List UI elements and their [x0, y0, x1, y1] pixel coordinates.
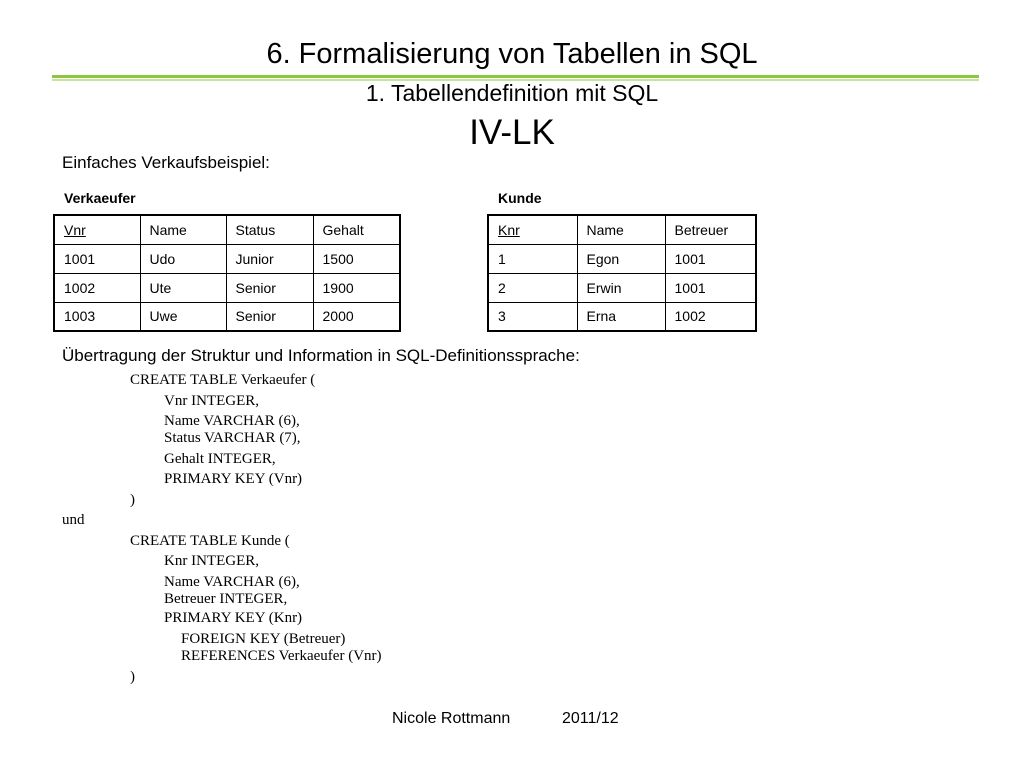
- table-cell: Erna: [577, 302, 665, 331]
- table-cell: 1001: [665, 244, 756, 273]
- sql-line: Gehalt INTEGER,: [164, 451, 276, 467]
- header-cell: Betreuer: [665, 215, 756, 244]
- slide-heading: IV-LK: [469, 113, 555, 152]
- table-cell: Udo: [140, 244, 226, 273]
- header-cell: Gehalt: [313, 215, 400, 244]
- sql-line: PRIMARY KEY (Knr): [164, 610, 303, 626]
- table-cell: Senior: [226, 302, 313, 331]
- verkaeufer-table: [53, 214, 401, 332]
- intro-text: Einfaches Verkaufsbeispiel:: [62, 153, 270, 172]
- table-cell: 1900: [313, 273, 400, 302]
- table-cell: Erwin: [577, 273, 665, 302]
- table-row: [488, 273, 756, 302]
- header-cell: Knr: [488, 215, 577, 244]
- header-cell: Name: [577, 215, 665, 244]
- table-header-row: [488, 215, 756, 244]
- sql-create-kunde: CREATE TABLE Kunde (: [130, 533, 290, 549]
- table-cell: 1002: [665, 302, 756, 331]
- sql-line: Knr INTEGER,: [164, 553, 259, 569]
- table-cell: 3: [488, 302, 577, 331]
- table-cell: Uwe: [140, 302, 226, 331]
- sql-line: PRIMARY KEY (Vnr): [164, 471, 303, 487]
- sql-create-verkaeufer: CREATE TABLE Verkaeufer (: [130, 372, 316, 388]
- footer-date: 2011/12: [562, 710, 619, 727]
- table-header-row: [54, 215, 400, 244]
- sql-line: REFERENCES Verkaeufer (Vnr): [181, 648, 382, 664]
- slide-title: 6. Formalisierung von Tabellen in SQL: [266, 38, 758, 70]
- table-cell: 1001: [54, 244, 140, 273]
- table-cell: Ute: [140, 273, 226, 302]
- table-cell: 1002: [54, 273, 140, 302]
- sql-close-paren: ): [130, 492, 135, 508]
- table-cell: Egon: [577, 244, 665, 273]
- table-cell: 1001: [665, 273, 756, 302]
- table-cell: 1500: [313, 244, 400, 273]
- sql-und: und: [62, 512, 85, 528]
- header-cell: Vnr: [54, 215, 140, 244]
- sql-line: Betreuer INTEGER,: [164, 591, 288, 607]
- table-row: [54, 273, 400, 302]
- table-cell: 1: [488, 244, 577, 273]
- header-cell: Name: [140, 215, 226, 244]
- verkaeufer-table-title: Verkaeufer: [64, 190, 136, 206]
- table-row: [488, 244, 756, 273]
- table-row: [54, 244, 400, 273]
- sql-line: Vnr INTEGER,: [164, 393, 259, 409]
- header-cell: Status: [226, 215, 313, 244]
- divider-line-dark: [52, 75, 979, 78]
- table-row: [488, 302, 756, 331]
- sql-line: Status VARCHAR (7),: [164, 430, 301, 446]
- table-cell: 1003: [54, 302, 140, 331]
- slide-subtitle: 1. Tabellendefinition mit SQL: [365, 80, 659, 106]
- kunde-table-title: Kunde: [498, 190, 542, 206]
- footer-author: Nicole Rottmann: [392, 710, 511, 727]
- table-cell: 2000: [313, 302, 400, 331]
- sql-line: Name VARCHAR (6),: [164, 574, 300, 590]
- table-cell: 2: [488, 273, 577, 302]
- kunde-table: [487, 214, 757, 332]
- sql-line: FOREIGN KEY (Betreuer): [181, 631, 346, 647]
- sql-close-paren: ): [130, 669, 135, 685]
- table-cell: Senior: [226, 273, 313, 302]
- transfer-text: Übertragung der Struktur und Information in SQL-Definitionssprache:: [62, 346, 580, 365]
- table-cell: Junior: [226, 244, 313, 273]
- sql-line: Name VARCHAR (6),: [164, 413, 300, 429]
- table-row: [54, 302, 400, 331]
